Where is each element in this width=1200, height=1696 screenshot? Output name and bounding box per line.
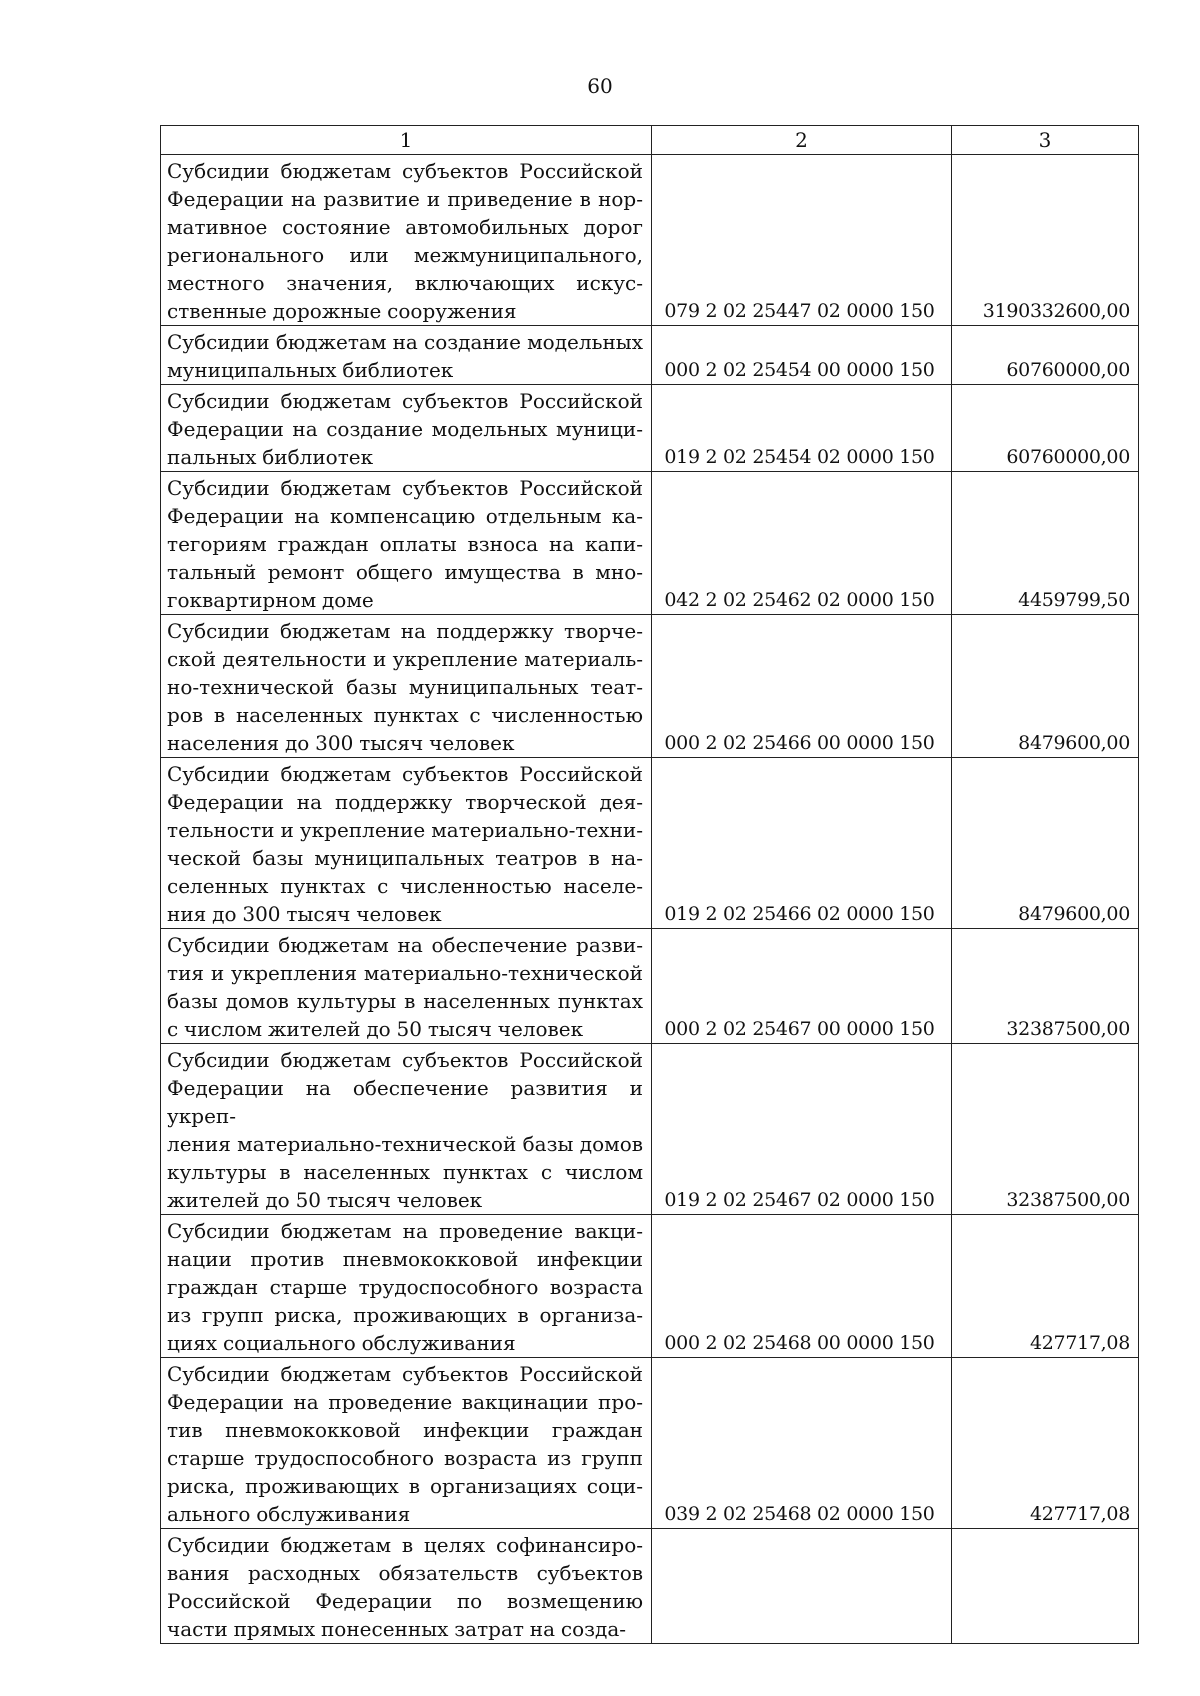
- row-description: [161, 1358, 652, 1529]
- amount: 32387500,00: [952, 929, 1139, 1044]
- budget-code: 039 2 02 25468 02 0000 150: [652, 1358, 952, 1529]
- budget-table: [160, 125, 1139, 1644]
- description-line: тельности и укрепление материально-техни-: [167, 818, 643, 842]
- table-row: [161, 758, 1139, 929]
- budget-code: 019 2 02 25454 02 0000 150: [652, 385, 952, 472]
- description-line: Субсидии бюджетам субъектов Российской: [167, 476, 643, 500]
- description-line: Субсидии бюджетам на поддержку творче-: [167, 619, 643, 643]
- description-line: Субсидии бюджетам субъектов Российской: [167, 762, 643, 786]
- budget-code: 000 2 02 25468 00 0000 150: [652, 1215, 952, 1358]
- description-line: Субсидии бюджетам субъектов Российской: [167, 1048, 643, 1072]
- description-line: населения до 300 тысяч человек: [167, 731, 515, 755]
- budget-code: 000 2 02 25454 00 0000 150: [652, 326, 952, 385]
- description-line: пальных библиотек: [167, 445, 374, 469]
- column-header-2: 2: [652, 126, 952, 155]
- amount: 4459799,50: [952, 472, 1139, 615]
- table-row: [161, 615, 1139, 758]
- description-line: Федерации на компенсацию отдельным ка-: [167, 504, 643, 528]
- table-row: [161, 472, 1139, 615]
- row-description: [161, 1044, 652, 1215]
- description-line: мативное состояние автомобильных дорог: [167, 215, 643, 239]
- description-line: Федерации на обеспечение развития и укреп-: [167, 1076, 643, 1128]
- description-line: нации против пневмококковой инфекции: [167, 1247, 643, 1271]
- description-line: тия и укрепления материально-технической: [167, 961, 643, 985]
- description-line: граждан старше трудоспособного возраста: [167, 1275, 643, 1299]
- description-line: ской деятельности и укрепление материаль-: [167, 647, 643, 671]
- table-row: [161, 1529, 1139, 1644]
- row-description: [161, 472, 652, 615]
- description-line: риска, проживающих в организациях соци-: [167, 1474, 643, 1498]
- budget-code: 079 2 02 25447 02 0000 150: [652, 155, 952, 326]
- table-row: [161, 1215, 1139, 1358]
- description-line: ческой базы муниципальных театров в на-: [167, 846, 643, 870]
- budget-table-container: [160, 125, 1138, 1644]
- amount: 8479600,00: [952, 615, 1139, 758]
- amount: 60760000,00: [952, 385, 1139, 472]
- description-line: части прямых понесенных затрат на созда-: [167, 1617, 627, 1641]
- amount: 8479600,00: [952, 758, 1139, 929]
- table-body: [161, 155, 1139, 1644]
- description-line: Субсидии бюджетам на создание модельных: [167, 330, 643, 354]
- description-line: ального обслуживания: [167, 1502, 411, 1526]
- budget-code: 019 2 02 25467 02 0000 150: [652, 1044, 952, 1215]
- amount: 427717,08: [952, 1358, 1139, 1529]
- amount: [952, 1529, 1139, 1644]
- amount: 3190332600,00: [952, 155, 1139, 326]
- description-line: ственные дорожные сооружения: [167, 299, 517, 323]
- description-line: гоквартирном доме: [167, 588, 374, 612]
- description-line: жителей до 50 тысяч человек: [167, 1188, 483, 1212]
- description-line: регионального или межмуниципального,: [167, 243, 643, 267]
- description-line: старше трудоспособного возраста из групп: [167, 1446, 643, 1470]
- description-line: Субсидии бюджетам субъектов Российской: [167, 389, 643, 413]
- description-line: но-технической базы муниципальных теат-: [167, 675, 643, 699]
- budget-code: [652, 1529, 952, 1644]
- table-row: [161, 326, 1139, 385]
- table-row: [161, 1358, 1139, 1529]
- description-line: селенных пунктах с численностью населе-: [167, 874, 643, 898]
- description-line: из групп риска, проживающих в организа-: [167, 1303, 643, 1327]
- table-header-row: [161, 126, 1139, 155]
- description-line: тив пневмококковой инфекции граждан: [167, 1418, 643, 1442]
- page-number: 60: [587, 74, 613, 98]
- description-line: Субсидии бюджетам субъектов Российской: [167, 159, 643, 183]
- description-line: с числом жителей до 50 тысяч человек: [167, 1017, 584, 1041]
- description-line: вания расходных обязательств субъектов: [167, 1561, 643, 1585]
- row-description: [161, 1529, 652, 1644]
- budget-code: 042 2 02 25462 02 0000 150: [652, 472, 952, 615]
- description-line: ров в населенных пунктах с численностью: [167, 703, 643, 727]
- table-row: [161, 155, 1139, 326]
- description-line: тальный ремонт общего имущества в мно-: [167, 560, 643, 584]
- column-header-3: 3: [952, 126, 1139, 155]
- description-line: Субсидии бюджетам субъектов Российской: [167, 1362, 643, 1386]
- table-row: [161, 929, 1139, 1044]
- column-header-1: 1: [161, 126, 652, 155]
- row-description: [161, 1215, 652, 1358]
- table-row: [161, 1044, 1139, 1215]
- amount: 427717,08: [952, 1215, 1139, 1358]
- description-line: Российской Федерации по возмещению: [167, 1589, 643, 1613]
- description-line: Субсидии бюджетам в целях софинансиро-: [167, 1533, 643, 1557]
- table-row: [161, 385, 1139, 472]
- description-line: ния до 300 тысяч человек: [167, 902, 442, 926]
- description-line: ления материально-технической базы домов: [167, 1132, 643, 1156]
- description-line: культуры в населенных пунктах с числом: [167, 1160, 643, 1184]
- description-line: циях социального обслуживания: [167, 1331, 516, 1355]
- row-description: [161, 155, 652, 326]
- description-line: базы домов культуры в населенных пунктах: [167, 989, 643, 1013]
- description-line: Федерации на создание модельных муници-: [167, 417, 643, 441]
- description-line: Субсидии бюджетам на обеспечение разви-: [167, 933, 643, 957]
- description-line: Федерации на поддержку творческой дея-: [167, 790, 643, 814]
- description-line: Федерации на проведение вакцинации про-: [167, 1390, 643, 1414]
- amount: 60760000,00: [952, 326, 1139, 385]
- description-line: тегориям граждан оплаты взноса на капи-: [167, 532, 643, 556]
- budget-code: 000 2 02 25467 00 0000 150: [652, 929, 952, 1044]
- description-line: местного значения, включающих искус-: [167, 271, 643, 295]
- row-description: [161, 929, 652, 1044]
- row-description: [161, 615, 652, 758]
- row-description: [161, 385, 652, 472]
- description-line: Субсидии бюджетам на проведение вакци-: [167, 1219, 643, 1243]
- budget-code: 000 2 02 25466 00 0000 150: [652, 615, 952, 758]
- description-line: Федерации на развитие и приведение в нор-: [167, 187, 643, 211]
- budget-code: 019 2 02 25466 02 0000 150: [652, 758, 952, 929]
- row-description: [161, 326, 652, 385]
- row-description: [161, 758, 652, 929]
- amount: 32387500,00: [952, 1044, 1139, 1215]
- description-line: муниципальных библиотек: [167, 358, 454, 382]
